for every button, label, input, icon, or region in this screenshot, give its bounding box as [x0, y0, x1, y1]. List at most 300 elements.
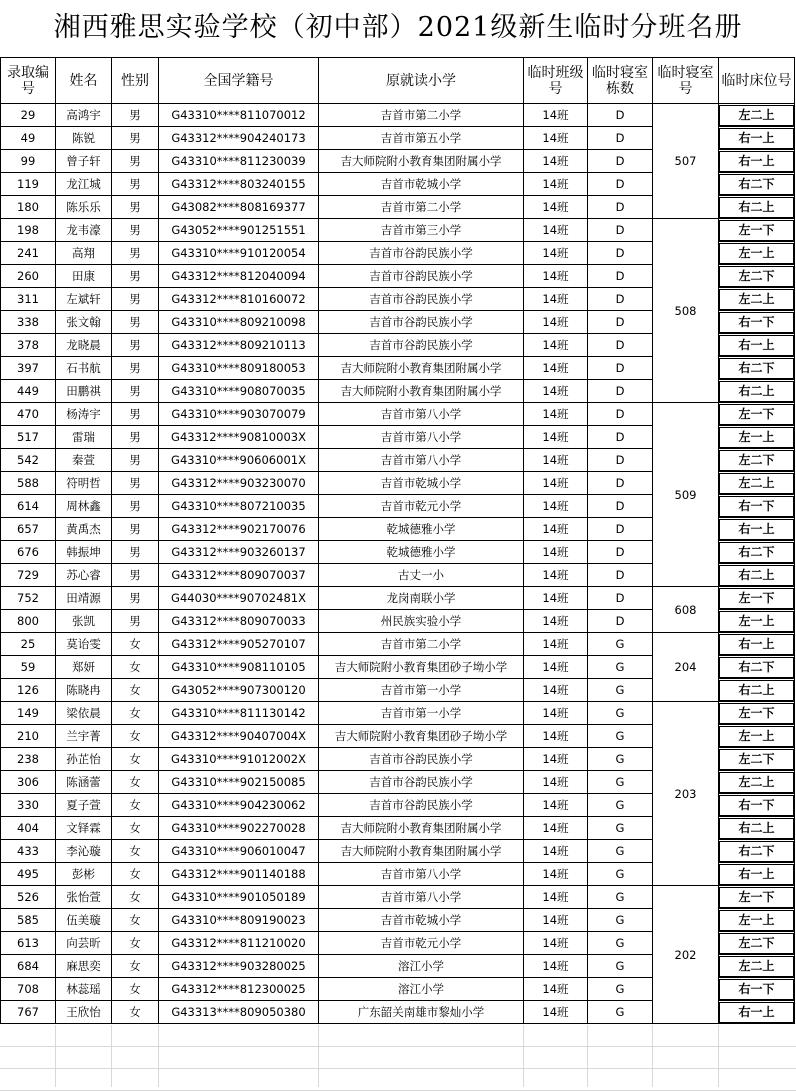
admission-no-cell: 241: [1, 242, 56, 265]
student-id-cell: G43052****907300120: [159, 679, 319, 702]
dorm-building-cell: G: [588, 886, 653, 909]
dorm-building-cell: G: [588, 932, 653, 955]
dorm-building-cell: G: [588, 840, 653, 863]
admission-no-cell: 708: [1, 978, 56, 1001]
student-id-cell: G43052****901251551: [159, 219, 319, 242]
student-id-cell: G43310****910120054: [159, 242, 319, 265]
dorm-building-cell: D: [588, 288, 653, 311]
primary-school-cell: 吉首市谷韵民族小学: [319, 794, 524, 817]
admission-no-cell: 99: [1, 150, 56, 173]
primary-school-cell: 吉首市第二小学: [319, 633, 524, 656]
admission-no-cell: 517: [1, 426, 56, 449]
class-cell: 14班: [524, 334, 588, 357]
bed-label: 右一上: [719, 128, 794, 149]
dorm-building-cell: D: [588, 311, 653, 334]
gender-cell: 男: [112, 311, 159, 334]
dorm-building-cell: D: [588, 564, 653, 587]
primary-school-cell: 吉首市谷韵民族小学: [319, 265, 524, 288]
student-id-cell: G43312****90407004X: [159, 725, 319, 748]
student-name-cell: 张文翰: [56, 311, 112, 334]
dorm-building-cell: D: [588, 541, 653, 564]
admission-no-cell: 29: [1, 104, 56, 127]
bed-label: 右二下: [719, 542, 794, 563]
primary-school-cell: 吉首市谷韵民族小学: [319, 334, 524, 357]
gender-cell: 女: [112, 679, 159, 702]
student-id-cell: G43312****803240155: [159, 173, 319, 196]
class-cell: 14班: [524, 656, 588, 679]
dorm-building-cell: D: [588, 472, 653, 495]
student-id-cell: G43313****809050380: [159, 1001, 319, 1024]
class-cell: 14班: [524, 932, 588, 955]
bed-cell: [719, 495, 795, 518]
primary-school-cell: 吉大师院附小教育集团砂子坳小学: [319, 725, 524, 748]
bed-label: 右二上: [719, 381, 794, 402]
gender-cell: 男: [112, 242, 159, 265]
gender-cell: 女: [112, 656, 159, 679]
dorm-room-cell: 202: [653, 886, 719, 1024]
bed-cell: [719, 817, 795, 840]
gender-cell: 女: [112, 886, 159, 909]
student-name-cell: 夏子萱: [56, 794, 112, 817]
dorm-building-cell: D: [588, 334, 653, 357]
admission-no-cell: 210: [1, 725, 56, 748]
student-name-cell: 黄禹杰: [56, 518, 112, 541]
admission-no-cell: 526: [1, 886, 56, 909]
class-cell: 14班: [524, 702, 588, 725]
gender-cell: 男: [112, 219, 159, 242]
bed-label: 左一上: [719, 427, 794, 448]
student-id-cell: G43312****901140188: [159, 863, 319, 886]
admission-no-cell: 260: [1, 265, 56, 288]
student-name-cell: 陈乐乐: [56, 196, 112, 219]
gender-cell: 女: [112, 633, 159, 656]
admission-no-cell: 767: [1, 1001, 56, 1024]
dorm-building-cell: G: [588, 955, 653, 978]
primary-school-cell: 州民族实验小学: [319, 610, 524, 633]
bed-cell: [719, 1001, 795, 1024]
student-name-cell: 郑妍: [56, 656, 112, 679]
bed-label: 右二下: [719, 174, 794, 195]
gender-cell: 女: [112, 817, 159, 840]
bed-label: 左一下: [719, 703, 794, 724]
class-cell: 14班: [524, 955, 588, 978]
student-name-cell: 彭彬: [56, 863, 112, 886]
bed-label: 左一上: [719, 243, 794, 264]
bed-label: 左二下: [719, 266, 794, 287]
sheet-gridline: [652, 1025, 653, 1087]
primary-school-cell: 吉首市乾城小学: [319, 173, 524, 196]
dorm-building-cell: D: [588, 449, 653, 472]
student-name-cell: 韩振坤: [56, 541, 112, 564]
admission-no-cell: 59: [1, 656, 56, 679]
class-cell: 14班: [524, 886, 588, 909]
class-cell: 14班: [524, 748, 588, 771]
primary-school-cell: 吉大师院附小教育集团附属小学: [319, 817, 524, 840]
sheet-gridline: [587, 1025, 588, 1087]
dorm-building-cell: D: [588, 104, 653, 127]
gender-cell: 男: [112, 495, 159, 518]
dorm-building-cell: G: [588, 748, 653, 771]
bed-cell: [719, 104, 795, 127]
gender-cell: 男: [112, 403, 159, 426]
class-cell: 14班: [524, 495, 588, 518]
header-gender: 性别: [112, 58, 159, 104]
bed-label: 右一下: [719, 312, 794, 333]
dorm-room-cell: 509: [653, 403, 719, 587]
student-id-cell: G43310****901050189: [159, 886, 319, 909]
admission-no-cell: 800: [1, 610, 56, 633]
admission-no-cell: 330: [1, 794, 56, 817]
student-id-cell: G43310****809180053: [159, 357, 319, 380]
student-name-cell: 田靖源: [56, 587, 112, 610]
dorm-building-cell: G: [588, 863, 653, 886]
student-name-cell: 张凯: [56, 610, 112, 633]
gender-cell: 男: [112, 357, 159, 380]
bed-label: 左一下: [719, 220, 794, 241]
primary-school-cell: 龙岗南联小学: [319, 587, 524, 610]
bed-cell: [719, 656, 795, 679]
bed-cell: [719, 311, 795, 334]
table-row: [1, 403, 795, 426]
admission-no-cell: 49: [1, 127, 56, 150]
class-cell: 14班: [524, 909, 588, 932]
student-id-cell: G43310****902270028: [159, 817, 319, 840]
header-dorm-building: 临时寝室栋数: [588, 58, 653, 104]
class-cell: 14班: [524, 794, 588, 817]
student-id-cell: G43310****908110105: [159, 656, 319, 679]
gender-cell: 男: [112, 150, 159, 173]
student-name-cell: 龙江城: [56, 173, 112, 196]
student-id-cell: G43312****902170076: [159, 518, 319, 541]
student-name-cell: 周林鑫: [56, 495, 112, 518]
class-cell: 14班: [524, 587, 588, 610]
roster-table: [0, 57, 795, 1024]
bed-cell: [719, 265, 795, 288]
primary-school-cell: 溶江小学: [319, 978, 524, 1001]
admission-no-cell: 729: [1, 564, 56, 587]
bed-label: 右二上: [719, 565, 794, 586]
bed-label: 左一下: [719, 404, 794, 425]
student-name-cell: 龙晓晨: [56, 334, 112, 357]
admission-no-cell: 378: [1, 334, 56, 357]
gender-cell: 男: [112, 472, 159, 495]
class-cell: 14班: [524, 311, 588, 334]
class-cell: 14班: [524, 978, 588, 1001]
bed-cell: [719, 771, 795, 794]
bed-cell: [719, 564, 795, 587]
bed-cell: [719, 748, 795, 771]
dorm-building-cell: D: [588, 610, 653, 633]
table-row: [1, 702, 795, 725]
dorm-building-cell: G: [588, 817, 653, 840]
admission-no-cell: 119: [1, 173, 56, 196]
gender-cell: 女: [112, 794, 159, 817]
primary-school-cell: 吉首市第三小学: [319, 219, 524, 242]
gender-cell: 男: [112, 518, 159, 541]
admission-no-cell: 676: [1, 541, 56, 564]
student-id-cell: G43310****903070079: [159, 403, 319, 426]
student-name-cell: 张怡萱: [56, 886, 112, 909]
sheet-gridline: [523, 1025, 524, 1087]
admission-no-cell: 397: [1, 357, 56, 380]
admission-no-cell: 433: [1, 840, 56, 863]
bed-cell: [719, 449, 795, 472]
student-id-cell: G43312****903280025: [159, 955, 319, 978]
dorm-building-cell: D: [588, 265, 653, 288]
class-cell: 14班: [524, 840, 588, 863]
admission-no-cell: 126: [1, 679, 56, 702]
gender-cell: 男: [112, 426, 159, 449]
header-student-id: 全国学籍号: [159, 58, 319, 104]
class-cell: 14班: [524, 426, 588, 449]
bed-cell: [719, 403, 795, 426]
admission-no-cell: 585: [1, 909, 56, 932]
table-row: [1, 633, 795, 656]
dorm-building-cell: D: [588, 242, 653, 265]
dorm-building-cell: D: [588, 403, 653, 426]
gender-cell: 女: [112, 955, 159, 978]
primary-school-cell: 吉首市谷韵民族小学: [319, 242, 524, 265]
dorm-building-cell: D: [588, 150, 653, 173]
primary-school-cell: 吉大师院附小教育集团附属小学: [319, 840, 524, 863]
bed-cell: [719, 702, 795, 725]
student-id-cell: G43312****905270107: [159, 633, 319, 656]
bed-cell: [719, 472, 795, 495]
bed-label: 左二上: [719, 105, 794, 126]
dorm-building-cell: D: [588, 518, 653, 541]
primary-school-cell: 吉首市乾城小学: [319, 909, 524, 932]
bed-cell: [719, 127, 795, 150]
bed-label: 左二下: [719, 933, 794, 954]
bed-label: 右一下: [719, 979, 794, 1000]
bed-label: 左二上: [719, 289, 794, 310]
gender-cell: 男: [112, 288, 159, 311]
empty-sheet-rows: [0, 1025, 796, 1091]
class-cell: 14班: [524, 817, 588, 840]
student-id-cell: G43310****906010047: [159, 840, 319, 863]
dorm-building-cell: D: [588, 495, 653, 518]
table-row: [1, 886, 795, 909]
student-id-cell: G43312****904240173: [159, 127, 319, 150]
sheet-gridline: [55, 1025, 56, 1087]
admission-no-cell: 338: [1, 311, 56, 334]
student-name-cell: 陈锐: [56, 127, 112, 150]
student-id-cell: G43310****811130142: [159, 702, 319, 725]
primary-school-cell: 吉首市第一小学: [319, 702, 524, 725]
bed-cell: [719, 955, 795, 978]
student-name-cell: 孙芷怡: [56, 748, 112, 771]
gender-cell: 女: [112, 932, 159, 955]
dorm-building-cell: G: [588, 656, 653, 679]
primary-school-cell: 吉大师院附小教育集团附属小学: [319, 380, 524, 403]
student-name-cell: 秦萱: [56, 449, 112, 472]
bed-cell: [719, 978, 795, 1001]
bed-label: 右一上: [719, 1002, 794, 1023]
admission-no-cell: 613: [1, 932, 56, 955]
bed-cell: [719, 886, 795, 909]
dorm-building-cell: G: [588, 633, 653, 656]
class-cell: 14班: [524, 380, 588, 403]
gender-cell: 男: [112, 127, 159, 150]
bed-cell: [719, 863, 795, 886]
gender-cell: 男: [112, 265, 159, 288]
student-id-cell: G43312****810160072: [159, 288, 319, 311]
bed-label: 左一上: [719, 726, 794, 747]
student-name-cell: 梁依晨: [56, 702, 112, 725]
primary-school-cell: 乾城德雅小学: [319, 541, 524, 564]
class-cell: 14班: [524, 771, 588, 794]
primary-school-cell: 吉首市第二小学: [319, 104, 524, 127]
dorm-room-cell: 608: [653, 587, 719, 633]
bed-cell: [719, 196, 795, 219]
student-id-cell: G44030****90702481X: [159, 587, 319, 610]
student-id-cell: G43312****809210113: [159, 334, 319, 357]
primary-school-cell: 溶江小学: [319, 955, 524, 978]
student-name-cell: 高鸿宇: [56, 104, 112, 127]
roster-body: [1, 104, 795, 1024]
class-cell: 14班: [524, 725, 588, 748]
class-cell: 14班: [524, 357, 588, 380]
bed-cell: [719, 357, 795, 380]
admission-no-cell: 495: [1, 863, 56, 886]
dorm-building-cell: G: [588, 679, 653, 702]
class-cell: 14班: [524, 633, 588, 656]
student-name-cell: 陈晓冉: [56, 679, 112, 702]
dorm-building-cell: G: [588, 794, 653, 817]
dorm-room-cell: 203: [653, 702, 719, 886]
primary-school-cell: 吉大师院附小教育集团砂子坳小学: [319, 656, 524, 679]
class-cell: 14班: [524, 403, 588, 426]
student-name-cell: 麻思奕: [56, 955, 112, 978]
student-name-cell: 兰宇菁: [56, 725, 112, 748]
class-cell: 14班: [524, 104, 588, 127]
bed-cell: [719, 633, 795, 656]
primary-school-cell: 吉首市谷韵民族小学: [319, 748, 524, 771]
class-cell: 14班: [524, 288, 588, 311]
dorm-building-cell: D: [588, 196, 653, 219]
student-id-cell: G43310****91012002X: [159, 748, 319, 771]
bed-cell: [719, 610, 795, 633]
primary-school-cell: 乾城德雅小学: [319, 518, 524, 541]
table-row: [1, 104, 795, 127]
primary-school-cell: 吉首市谷韵民族小学: [319, 288, 524, 311]
bed-label: 右二下: [719, 841, 794, 862]
student-name-cell: 杨涛宇: [56, 403, 112, 426]
gender-cell: 男: [112, 380, 159, 403]
student-name-cell: 符明哲: [56, 472, 112, 495]
bed-label: 左二上: [719, 956, 794, 977]
student-name-cell: 伍美璇: [56, 909, 112, 932]
primary-school-cell: 吉首市第八小学: [319, 403, 524, 426]
student-id-cell: G43312****812300025: [159, 978, 319, 1001]
primary-school-cell: 吉首市谷韵民族小学: [319, 311, 524, 334]
student-name-cell: 陈涵蕾: [56, 771, 112, 794]
bed-cell: [719, 219, 795, 242]
class-cell: 14班: [524, 610, 588, 633]
admission-no-cell: 25: [1, 633, 56, 656]
student-name-cell: 石书航: [56, 357, 112, 380]
bed-label: 左二下: [719, 450, 794, 471]
student-id-cell: G43310****807210035: [159, 495, 319, 518]
admission-no-cell: 542: [1, 449, 56, 472]
admission-no-cell: 198: [1, 219, 56, 242]
bed-label: 右二上: [719, 818, 794, 839]
bed-label: 右二下: [719, 358, 794, 379]
bed-label: 右一下: [719, 496, 794, 517]
gender-cell: 女: [112, 771, 159, 794]
bed-label: 左二上: [719, 772, 794, 793]
student-id-cell: G43310****904230062: [159, 794, 319, 817]
class-cell: 14班: [524, 242, 588, 265]
sheet-gridline: [111, 1025, 112, 1087]
bed-label: 左一上: [719, 611, 794, 632]
admission-no-cell: 614: [1, 495, 56, 518]
student-name-cell: 曾子轩: [56, 150, 112, 173]
student-id-cell: G43310****811070012: [159, 104, 319, 127]
dorm-building-cell: D: [588, 173, 653, 196]
bed-cell: [719, 932, 795, 955]
dorm-building-cell: D: [588, 357, 653, 380]
bed-cell: [719, 242, 795, 265]
sheet-gridline: [158, 1025, 159, 1087]
student-name-cell: 向芸昕: [56, 932, 112, 955]
primary-school-cell: 吉首市乾元小学: [319, 495, 524, 518]
dorm-building-cell: D: [588, 127, 653, 150]
admission-no-cell: 306: [1, 771, 56, 794]
bed-label: 左一下: [719, 588, 794, 609]
student-id-cell: G43312****812040094: [159, 265, 319, 288]
student-id-cell: G43312****809070033: [159, 610, 319, 633]
gender-cell: 男: [112, 196, 159, 219]
gender-cell: 女: [112, 748, 159, 771]
sheet-gridline: [318, 1025, 319, 1087]
class-cell: 14班: [524, 173, 588, 196]
dorm-building-cell: G: [588, 702, 653, 725]
bed-label: 左二下: [719, 749, 794, 770]
dorm-building-cell: G: [588, 771, 653, 794]
dorm-building-cell: D: [588, 219, 653, 242]
primary-school-cell: 吉首市乾城小学: [319, 472, 524, 495]
bed-label: 左一上: [719, 910, 794, 931]
primary-school-cell: 吉首市第八小学: [319, 886, 524, 909]
bed-label: 右二下: [719, 657, 794, 678]
student-name-cell: 莫诒雯: [56, 633, 112, 656]
primary-school-cell: 吉大师院附小教育集团附属小学: [319, 357, 524, 380]
student-name-cell: 王欣怡: [56, 1001, 112, 1024]
primary-school-cell: 吉大师院附小教育集团附属小学: [319, 150, 524, 173]
gender-cell: 男: [112, 587, 159, 610]
primary-school-cell: 吉首市第八小学: [319, 449, 524, 472]
class-cell: 14班: [524, 150, 588, 173]
admission-no-cell: 684: [1, 955, 56, 978]
class-cell: 14班: [524, 219, 588, 242]
header-class: 临时班级号: [524, 58, 588, 104]
header-row: [1, 58, 795, 104]
class-cell: 14班: [524, 564, 588, 587]
primary-school-cell: 吉首市第五小学: [319, 127, 524, 150]
admission-no-cell: 311: [1, 288, 56, 311]
bed-cell: [719, 909, 795, 932]
class-cell: 14班: [524, 265, 588, 288]
dorm-building-cell: D: [588, 426, 653, 449]
header-name: 姓名: [56, 58, 112, 104]
bed-cell: [719, 679, 795, 702]
student-name-cell: 苏心睿: [56, 564, 112, 587]
bed-cell: [719, 150, 795, 173]
dorm-building-cell: D: [588, 587, 653, 610]
page-title: 湘西雅思实验学校（初中部）2021级新生临时分班名册: [53, 12, 743, 43]
student-id-cell: G43310****908070035: [159, 380, 319, 403]
